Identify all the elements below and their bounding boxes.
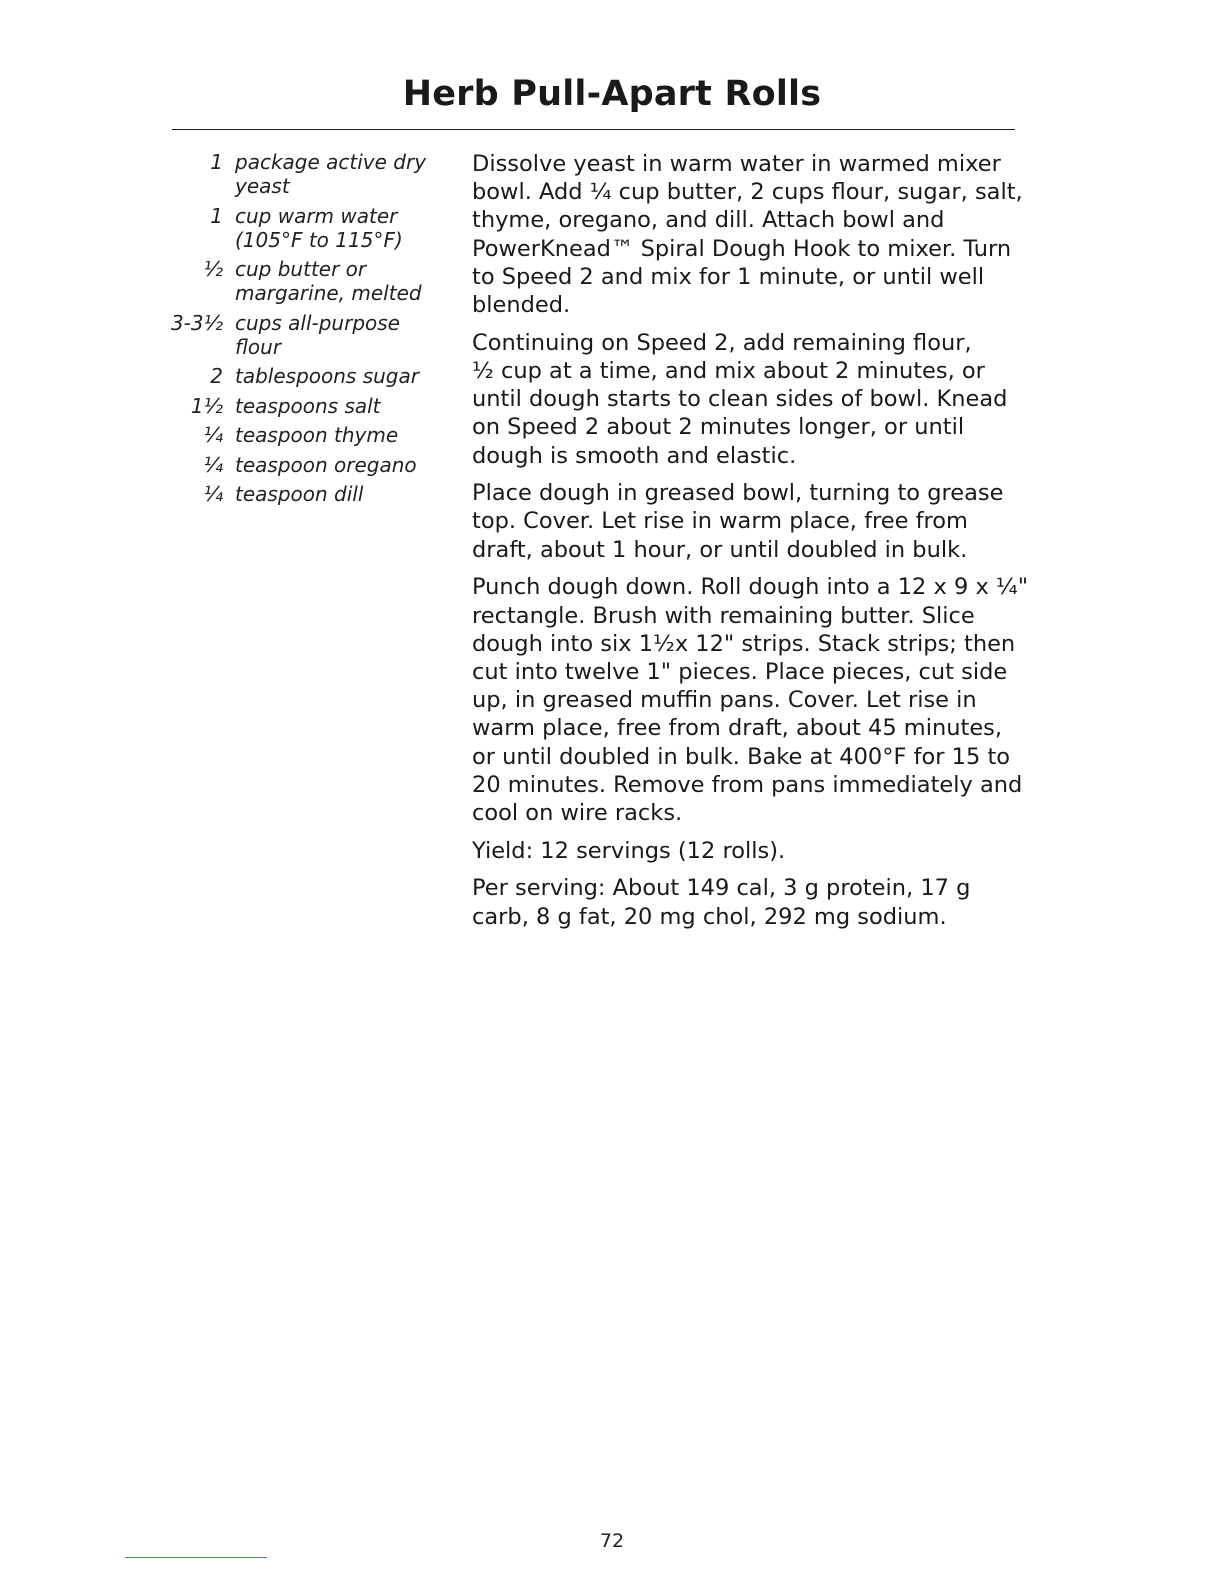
ingredient-item	[155, 423, 455, 447]
footer-link-underline	[125, 1557, 267, 1558]
ingredient-quantity: ¼	[203, 452, 223, 477]
recipe-title: Herb Pull-Apart Rolls	[402, 74, 822, 114]
ingredient-item	[155, 150, 455, 198]
ingredient-item	[155, 482, 455, 506]
ingredient-name: package active dry yeast	[235, 150, 427, 198]
ingredient-item	[155, 394, 455, 418]
ingredient-quantity: ¼	[203, 423, 223, 447]
ingredient-name: cups all-purpose flour	[235, 310, 400, 359]
nutrition-text: Per serving: About 149 cal, 3 g protein, 17 g carb, 8 g fat, 20 mg chol, 292 mg sodium.	[472, 875, 971, 930]
ingredient-name: cup warm water (105°F to 115°F)	[235, 203, 403, 252]
direction-step-rise: Place dough in greased bowl, turning to grease top. Cover. Let rise in warm place, free from draft, about 1 hour, or until doubled in bulk.	[472, 480, 1004, 563]
ingredient-quantity: 3-3½	[170, 310, 223, 335]
ingredient-quantity: 1	[210, 203, 223, 228]
directions	[472, 150, 1047, 940]
ingredient-quantity: 1	[210, 150, 223, 174]
ingredient-name: teaspoon oregano	[235, 452, 417, 477]
ingredient-item	[155, 453, 455, 477]
ingredient-name: teaspoon thyme	[235, 423, 399, 447]
ingredient-quantity: 1½	[190, 393, 223, 418]
direction-step-knead: Continuing on Speed 2, add remaining flour, ½ cup at a time, and mix about 2 minutes, or until dough starts to clean sides of bowl. Knead on Speed 2 about 2 minutes longer, or until dough is smooth and elastic.	[472, 329, 1008, 469]
ingredient-list	[155, 150, 455, 512]
direction-step-shape-bake: Punch dough down. Roll dough into a 12 x 9 x ¼" rectangle. Brush with remaining butter. Slice dough into six 1½x 12" strips. Stack strips; then cut into twelve 1" pieces. Place pieces, cut side up, in greased muffin pans. Cover. Let rise in warm place, free from draft, about 45 minutes, or until doubled in bulk. Bake at 400°F for 15 to 20 minutes. Remove from pans immediately and cool on wire racks.	[472, 574, 1029, 826]
title-divider	[172, 129, 1015, 130]
ingredient-item	[155, 311, 455, 359]
ingredient-quantity: 2	[210, 364, 223, 388]
ingredient-name: tablespoons sugar	[235, 364, 419, 388]
ingredient-item	[155, 204, 455, 252]
ingredient-item	[155, 364, 455, 388]
ingredient-name: cup butter or margarine, melted	[235, 257, 422, 305]
ingredient-name: teaspoon dill	[235, 482, 364, 506]
direction-step-mix: Dissolve yeast in warm water in warmed mixer bowl. Add ¼ cup butter, 2 cups flour, sugar, salt, thyme, oregano, and dill. Attach bowl and PowerKnead™ Spiral Dough Hook to mixer. Turn to Speed 2 and mix for 1 minute, or until well blended.	[472, 151, 1023, 319]
ingredient-item	[155, 257, 455, 305]
ingredient-quantity: ¼	[203, 482, 223, 506]
ingredient-name: teaspoons salt	[235, 393, 381, 418]
ingredient-quantity: ½	[203, 257, 223, 281]
yield-text: Yield: 12 servings (12 rolls).	[472, 837, 786, 864]
page-number: 72	[599, 1530, 625, 1552]
